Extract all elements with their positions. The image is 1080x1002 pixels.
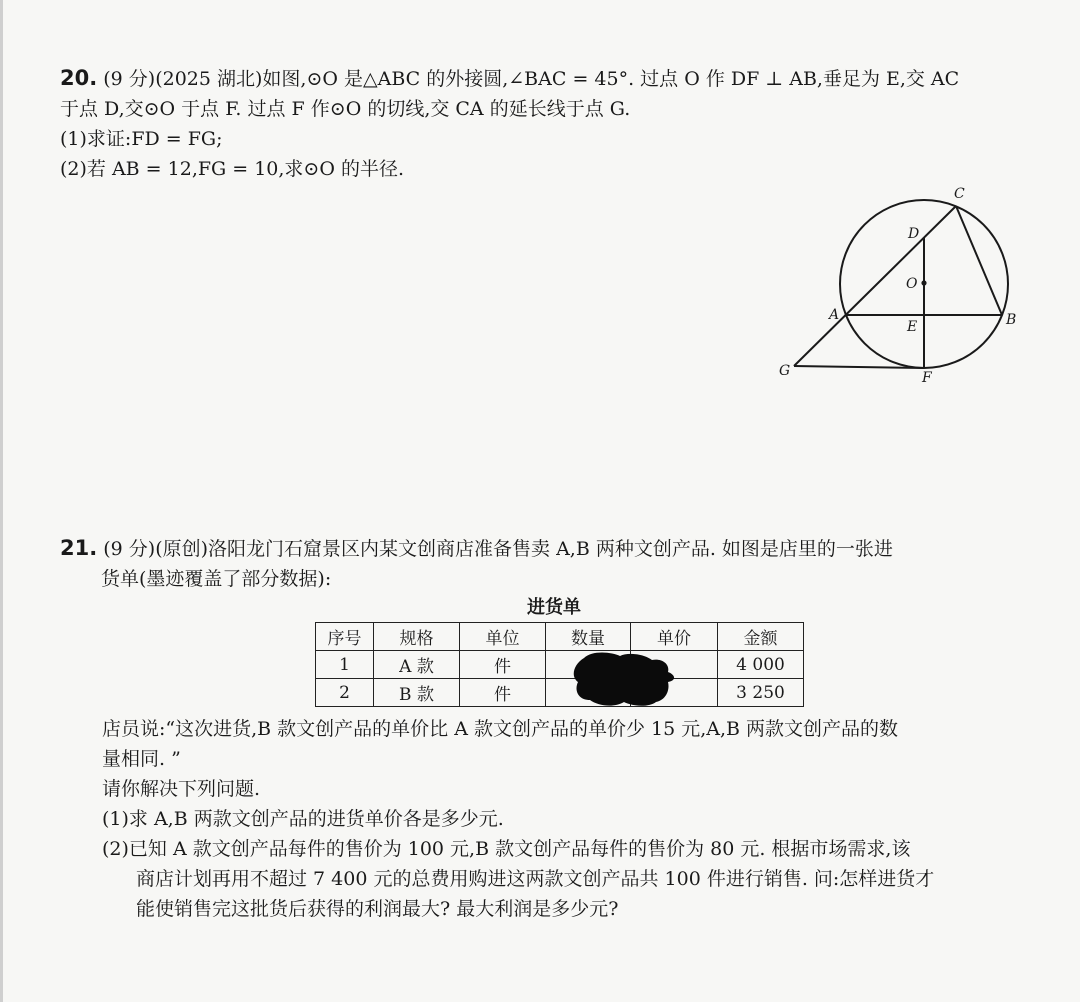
label-d: D xyxy=(908,226,920,242)
q20-number: 20. xyxy=(60,66,98,90)
header-unit-price: 单价 xyxy=(631,623,718,651)
header-spec: 规格 xyxy=(374,623,460,651)
q21-part-1: (1)求 A,B 两款文创产品的进货单价各是多少元. xyxy=(102,808,504,830)
label-g: G xyxy=(779,363,791,379)
q21-stem-2: 货单(墨迹覆盖了部分数据): xyxy=(101,568,332,590)
page-edge xyxy=(0,0,3,1002)
label-c: C xyxy=(954,186,965,202)
q21-number: 21. xyxy=(60,536,98,560)
q21-line-1 xyxy=(60,533,1040,564)
clerk-statement-2: 量相同. ” xyxy=(102,748,181,770)
q21-stem-1: (9 分)(原创)洛阳龙门石窟景区内某文创商店准备售卖 A,B 两种文创产品. 如图是店里的一张进 xyxy=(103,538,893,560)
cell-spec: A 款 xyxy=(374,651,460,679)
segment-bc xyxy=(956,206,1002,315)
label-f: F xyxy=(922,370,932,386)
label-e: E xyxy=(907,319,918,335)
cell-spec: B 款 xyxy=(374,679,460,707)
cell-unit-price xyxy=(631,679,718,707)
q20-stem-1: (9 分)(2025 湖北)如图,⊙O 是△ABC 的外接圆,∠BAC = 45°. 过点 O 作 DF ⊥ AB,垂足为 E,交 AC xyxy=(103,68,960,90)
line-gc xyxy=(794,206,956,366)
header-quantity: 数量 xyxy=(546,623,631,651)
table-row xyxy=(316,651,804,679)
cell-quantity xyxy=(546,651,631,679)
header-index: 序号 xyxy=(316,623,374,651)
q21-part-2-line-2: 商店计划再用不超过 7 400 元的总费用购进这两款文创产品共 100 件进行销售. 问:怎样进货才 xyxy=(136,868,935,890)
q20-line-1 xyxy=(60,63,1040,94)
table-header-row xyxy=(316,623,804,651)
purchase-order-table xyxy=(315,622,804,707)
cell-amount: 4 000 xyxy=(718,651,804,679)
cell-unit: 件 xyxy=(460,651,546,679)
header-unit: 单位 xyxy=(460,623,546,651)
table-row xyxy=(316,679,804,707)
question-20 xyxy=(60,63,1040,184)
header-amount: 金额 xyxy=(718,623,804,651)
cell-index: 2 xyxy=(316,679,374,707)
q21-prompt: 请你解决下列问题. xyxy=(102,778,261,800)
label-a: A xyxy=(829,307,840,323)
center-o-dot xyxy=(921,280,926,285)
q20-part-2: (2)若 AB = 12,FG = 10,求⊙O 的半径. xyxy=(60,158,405,180)
cell-amount: 3 250 xyxy=(718,679,804,707)
label-o: O xyxy=(906,276,918,292)
cell-unit: 件 xyxy=(460,679,546,707)
q20-part-1: (1)求证:FD = FG; xyxy=(60,128,223,150)
label-b: B xyxy=(1006,312,1017,328)
question-21 xyxy=(60,533,1040,594)
cell-unit-price xyxy=(631,651,718,679)
cell-quantity xyxy=(546,679,631,707)
q20-stem-2: 于点 D,交⊙O 于点 F. 过点 F 作⊙O 的切线,交 CA 的延长线于点 G. xyxy=(60,98,631,120)
q21-body xyxy=(102,714,1032,924)
circle-geometry-figure xyxy=(770,180,1030,390)
cell-index: 1 xyxy=(316,651,374,679)
clerk-statement-1: 店员说:“这次进货,B 款文创产品的单价比 A 款文创产品的单价少 15 元,A,B 两款文创产品的数 xyxy=(102,718,899,740)
table-caption: 进货单 xyxy=(527,597,581,618)
q21-part-2-line-1: (2)已知 A 款文创产品每件的售价为 100 元,B 款文创产品每件的售价为 80 元. 根据市场需求,该 xyxy=(102,838,911,860)
q21-part-2-line-3: 能使销售完这批货后获得的利润最大? 最大利润是多少元? xyxy=(136,898,619,920)
